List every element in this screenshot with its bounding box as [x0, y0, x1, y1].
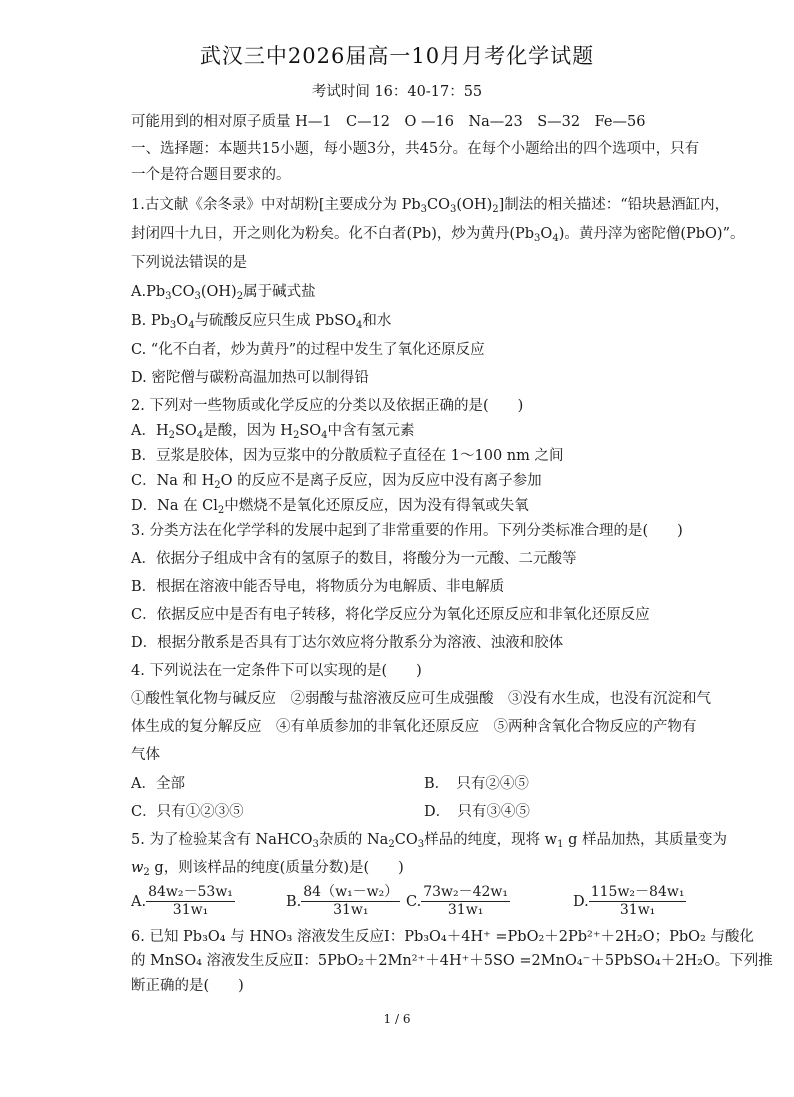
q6-stem-line1: 6. 已知 Pb₃O₄ 与 HNO₃ 溶液发生反应Ⅰ：Pb₃O₄＋4H⁺ =PbO₂＋2Pb²⁺＋2H₂O；PbO₂ 与酸化 [131, 929, 754, 945]
q5-stem-line1: 5. 为了检验某含有 NaHCO$_3$杂质的 $Na_2CO_3$样品的纯度，现将 $w_1$ g 样品加热，其质量变为 [131, 832, 727, 850]
q2-option-c: C．Na 和 $H_2O$ 的反应不是离子反应，因为反应中没有离子参加 [131, 473, 542, 491]
q4-items-line2: 体生成的复分解反应 ④有单质参加的非氧化还原反应 ⑤两种含氧化合物反应的产物有 [131, 719, 697, 735]
q1-stem-line3: 下列说法错误的是 [131, 255, 247, 271]
q1-option-a: $A.Pb_3CO_3(OH)_2$属于碱式盐 [131, 284, 316, 302]
q3-option-b: B．根据在溶液中能否导电，将物质分为电解质、非电解质 [131, 579, 505, 595]
q4-option-d: D． 只有③④⑤ [424, 804, 530, 820]
q3-option-d: D．根据分散系是否具有丁达尔效应将分散系分为溶液、浊液和胶体 [131, 635, 564, 651]
q4-stem: 4. 下列说法在一定条件下可以实现的是( ) [131, 663, 422, 679]
q1-stem-line2: 封闭四十九日，开之则化为粉矣。化不白者(Pb)，炒为黄丹$(Pb_3O_4)$。黄丹滓为密陀僧(PbO)”。 [131, 226, 745, 244]
q6-stem-line2: 的 MnSO₄ 溶液发生反应Ⅱ：5PbO₂＋2Mn²⁺＋4H⁺＋5SO =2MnO₄⁻＋5PbSO₄＋2H₂O。下列推 [131, 953, 773, 969]
q5-option-c: C. $\frac{\text{73w₂－42w₁}}{\text{31w₁}}$ [406, 884, 509, 918]
atomic-masses: 可能用到的相对原子质量 H—1 C—12 O —16 Na—23 S—32 Fe—56 [131, 114, 646, 130]
section-intro-line1: 一、选择题：本题共15小题，每小题3分，共45分。在每个小题给出的四个选项中，只有 [131, 141, 700, 157]
exam-time: 考试时间 16：40-17：55 [311, 84, 483, 100]
q5-option-c-fraction: $\frac{\text{73w₂－42w₁}}{\text{31w₁}}$ [423, 884, 509, 918]
q5-option-a: A. $\frac{\text{84w₂－53w₁}}{\text{31w₁}}$ [131, 884, 233, 918]
q4-option-c: C．只有①②③⑤ [131, 804, 244, 820]
q3-option-a: A．依据分子组成中含有的氢原子的数目，将酸分为一元酸、二元酸等 [131, 551, 577, 567]
q4-items-line3: 气体 [131, 747, 160, 763]
q5-option-d-fraction: $\frac{\text{115w₂－84w₁}}{\text{31w₁}}$ [590, 884, 685, 918]
page-number: 1 / 6 [383, 1012, 411, 1026]
q2-option-d: D．Na 在 $Cl_2$中燃烧不是氧化还原反应，因为没有得氧或失氧 [131, 498, 529, 516]
q5-option-b-fraction: $\frac{\text{84（w₁－w₂）}}{\text{31w₁}}$ [303, 884, 399, 918]
q1-stem-line1: 1.古文献《余冬录》中对胡粉[主要成分为 $Pb_3CO_3(OH)_2$]制法的相关描述：“铅块悬酒缸内， [131, 197, 730, 215]
q5-option-b: B. $\frac{\text{84（w₁－w₂）}}{\text{31w₁}}$ [286, 884, 399, 918]
q2-stem: 2. 下列对一些物质或化学反应的分类以及依据正确的是( ) [131, 398, 524, 414]
section-intro-line2: 一个是符合题目要求的。 [131, 167, 291, 183]
page-title: 武汉三中2026届高一10月月考化学试题 [199, 44, 595, 68]
q1-option-c: C. “化不白者，炒为黄丹”的过程中发生了氧化还原反应 [131, 342, 485, 358]
q4-option-b: B． 只有②④⑤ [424, 776, 529, 792]
q4-items-line1: ①酸性氧化物与碱反应 ②弱酸与盐溶液反应可生成强酸 ③没有水生成，也没有沉淀和气 [131, 691, 711, 707]
q2-option-b: B．豆浆是胶体，因为豆浆中的分散质粒子直径在 1～100 nm 之间 [131, 448, 564, 464]
q5-stem-line2: $w_2$ g，则该样品的纯度(质量分数)是( ) [131, 860, 404, 878]
q2-option-a: A．$H_2SO_4$是酸，因为 $H_2SO_4$中含有氢元素 [131, 423, 415, 441]
q1-option-b: B. $Pb_3O_4$与硫酸反应只生成 PbSO$_4$和水 [131, 313, 392, 331]
q1-option-d: D. 密陀僧与碳粉高温加热可以制得铅 [131, 370, 369, 386]
q5-option-d: D. $\frac{\text{115w₂－84w₁}}{\text{31w₁}}$ [573, 884, 685, 918]
q5-option-a-fraction: $\frac{\text{84w₂－53w₁}}{\text{31w₁}}$ [148, 884, 233, 918]
q3-stem: 3. 分类方法在化学学科的发展中起到了非常重要的作用。下列分类标准合理的是( ) [131, 523, 683, 539]
q3-option-c: C．依据反应中是否有电子转移，将化学反应分为氧化还原反应和非氧化还原反应 [131, 607, 650, 623]
q6-stem-line3: 断正确的是( ) [131, 978, 244, 994]
q4-option-a: A．全部 [131, 776, 185, 792]
